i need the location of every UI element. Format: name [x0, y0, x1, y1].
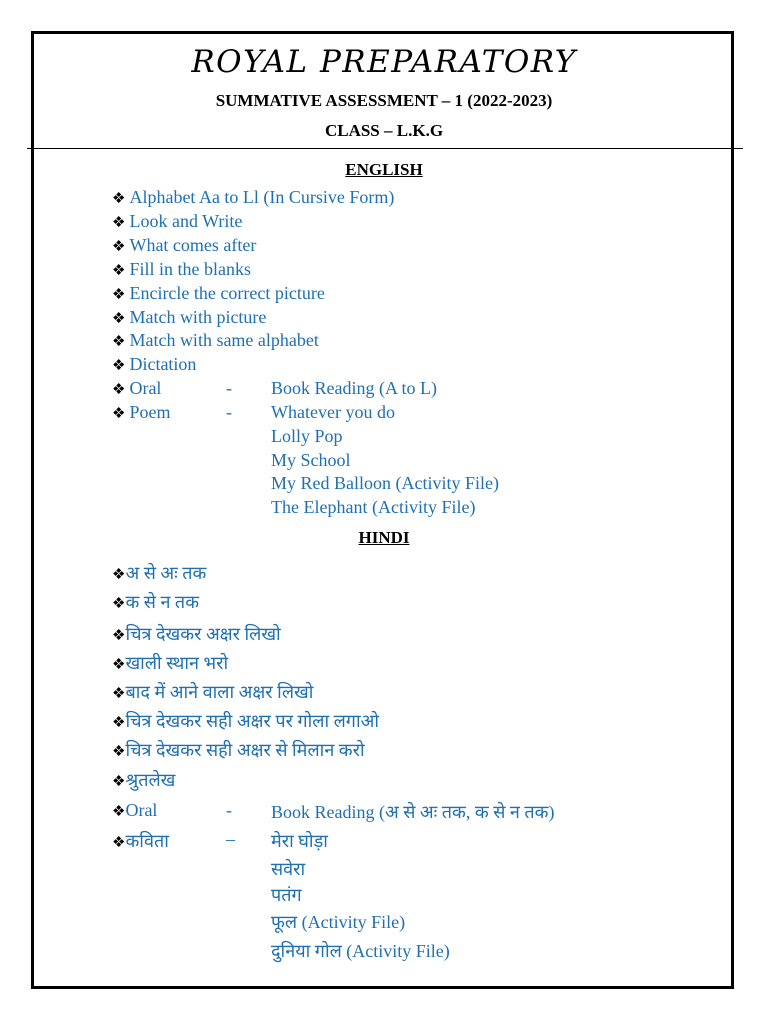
hindi-item: ❖क से न तक [112, 592, 200, 612]
hindi-oral-label: ❖Oral [112, 800, 158, 820]
header-divider [27, 148, 743, 149]
hindi-poem: मेरा घोड़ा [271, 831, 328, 851]
bullet-icon: ❖ [112, 406, 126, 422]
hindi-item: ❖चित्र देखकर सही अक्षर पर गोला लगाओ [112, 711, 380, 731]
hindi-heading: HINDI [358, 528, 410, 547]
class-title: CLASS – L.K.G [324, 121, 444, 140]
hindi-poem: सवेरा [271, 859, 306, 879]
english-item: ❖ Match with same alphabet [112, 330, 319, 350]
hindi-poem: फूल (Activity File) [271, 912, 406, 932]
bullet-icon: ❖ [112, 657, 126, 673]
hindi-item: ❖खाली स्थान भरो [112, 653, 229, 673]
bullet-icon: ❖ [112, 804, 126, 820]
hindi-item: ❖चित्र देखकर सही अक्षर से मिलान करो [112, 740, 365, 760]
hindi-item: ❖अ से अः तक [112, 563, 207, 583]
bullet-icon: ❖ [112, 744, 126, 760]
english-item: ❖ What comes after [112, 235, 257, 255]
bullet-icon: ❖ [112, 191, 126, 207]
english-item: ❖ Alphabet Aa to Ll (In Cursive Form) [112, 187, 395, 207]
bullet-icon: ❖ [112, 686, 126, 702]
bullet-icon: ❖ [112, 835, 126, 851]
bullet-icon: ❖ [112, 215, 126, 231]
english-item: ❖ Dictation [112, 354, 197, 374]
bullet-icon: ❖ [112, 311, 126, 327]
hindi-poem: दुनिया गोल (Activity File) [271, 941, 450, 961]
bullet-icon: ❖ [112, 715, 126, 731]
bullet-icon: ❖ [112, 628, 126, 644]
english-poem: Lolly Pop [271, 426, 343, 446]
assessment-title: SUMMATIVE ASSESSMENT – 1 (2022-2023) [215, 91, 553, 110]
hindi-poem-label: ❖कविता [112, 831, 169, 851]
bullet-icon: ❖ [112, 567, 126, 583]
hindi-item: ❖श्रुतलेख [112, 770, 176, 790]
hindi-poem-dash: – [226, 829, 235, 849]
hindi-oral-dash: - [226, 800, 232, 820]
hindi-poem: पतंग [271, 885, 302, 905]
hindi-item: ❖बाद में आने वाला अक्षर लिखो [112, 682, 314, 702]
bullet-icon: ❖ [112, 287, 126, 303]
english-oral-value: Book Reading (A to L) [271, 378, 437, 398]
bullet-icon: ❖ [112, 596, 126, 612]
english-oral-dash: - [226, 378, 232, 398]
english-heading: ENGLISH [345, 160, 423, 179]
english-item: ❖ Match with picture [112, 307, 267, 327]
english-item: ❖ Fill in the blanks [112, 259, 251, 279]
english-poem: My School [271, 450, 351, 470]
bullet-icon: ❖ [112, 334, 126, 350]
english-poem: My Red Balloon (Activity File) [271, 473, 499, 493]
english-item: ❖ Encircle the correct picture [112, 283, 325, 303]
bullet-icon: ❖ [112, 263, 126, 279]
hindi-oral-value: Book Reading (अ से अः तक, क से न तक) [271, 802, 555, 822]
english-poem: Whatever you do [271, 402, 395, 422]
english-item: ❖ Look and Write [112, 211, 243, 231]
english-oral-label: ❖ Oral [112, 378, 162, 398]
bullet-icon: ❖ [112, 774, 126, 790]
bullet-icon: ❖ [112, 382, 126, 398]
english-poem: The Elephant (Activity File) [271, 497, 476, 517]
hindi-item: ❖चित्र देखकर अक्षर लिखो [112, 624, 281, 644]
bullet-icon: ❖ [112, 239, 126, 255]
english-poem-dash: - [226, 402, 232, 422]
english-poem-label: ❖ Poem [112, 402, 171, 422]
bullet-icon: ❖ [112, 358, 126, 374]
school-name: ROYAL PREPARATORY [191, 44, 577, 80]
